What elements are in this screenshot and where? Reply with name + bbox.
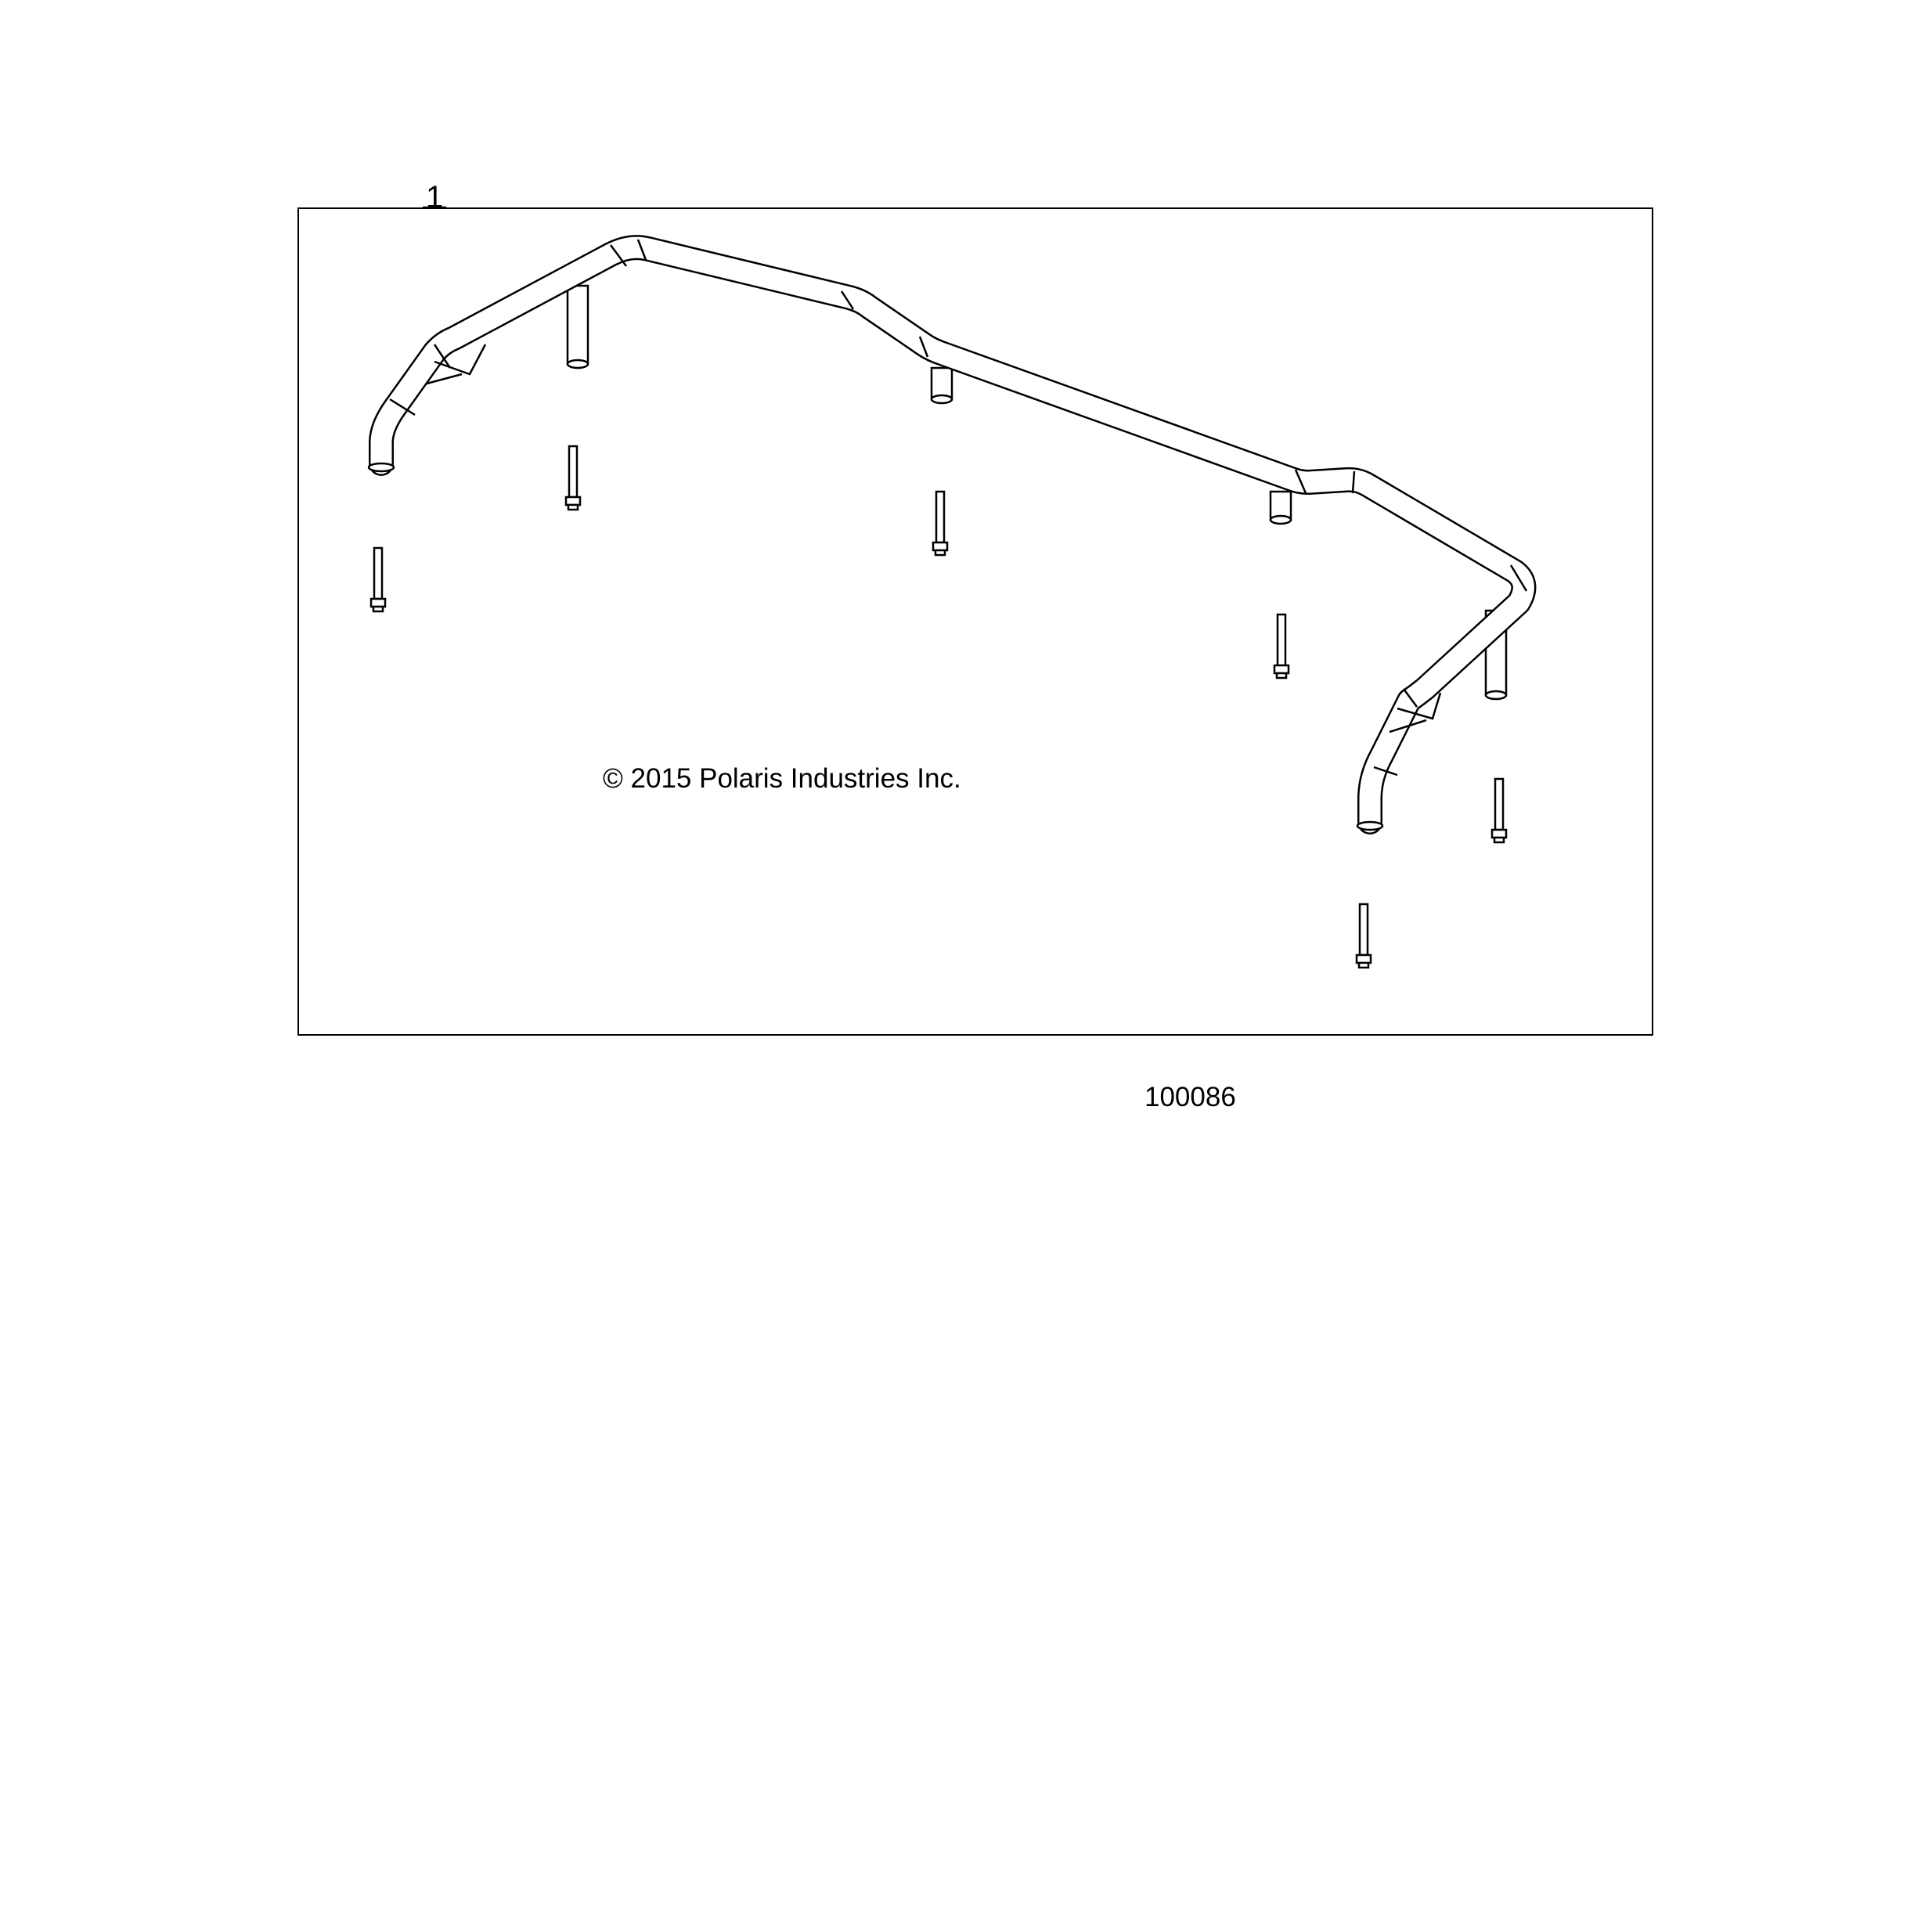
bolt xyxy=(1492,779,1506,842)
bolt xyxy=(1274,615,1289,678)
bolt xyxy=(371,548,385,611)
support-post xyxy=(568,286,588,368)
bolt xyxy=(566,446,580,510)
copyright-text: © 2015 Polaris Industries Inc. xyxy=(603,763,961,794)
bolt xyxy=(1357,904,1371,968)
callout-label: 1 xyxy=(426,180,444,214)
support-post xyxy=(932,368,952,403)
figure-number: 100086 xyxy=(1144,1082,1236,1112)
rack-rail xyxy=(369,240,1526,830)
support-post xyxy=(1271,492,1291,524)
bolt xyxy=(933,492,947,555)
